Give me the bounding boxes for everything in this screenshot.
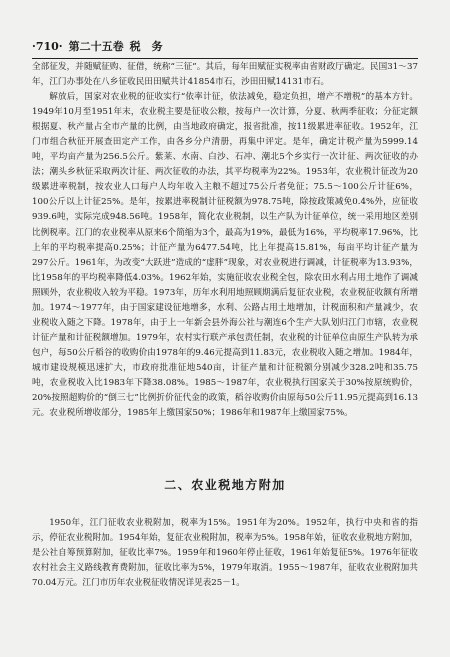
paragraph-1: 全部征发，并随赋征购、征借，统称“三征”。其后，每年田赋征实税率由省财政厅确定。民国31～37年，江门办事处在八乡征收民田田赋共计41854市石，沙田田赋14131市石。	[32, 62, 418, 88]
section-label: 税 务	[129, 40, 163, 53]
section-1-body	[32, 60, 418, 421]
section-2-body	[32, 516, 418, 591]
volume-label: 第二十五卷	[68, 40, 124, 53]
paragraph-3: 1950年，江门征收农业税附加，税率为15%。1951年为20%。1952年，执行中央和省的指示，停征农业税附加。1954年始，复征农业税附加，税率为5%。1958年始，征收农业税地方附加，是公社自筹预算附加，征收比率7%。1959年和1960年停止征收，1961年始复征5%。1976年征收农村社会主义路线教育费附加，征收比率为5%，1979年取消。1955～1987年，征收农业税附加共70.04万元。江门市历年农业税征收情况详见表25－1。	[32, 518, 418, 589]
paragraph-2: 解放后，国家对农业税的征收实行“依率计征，依法减免，稳定负担，增产不增税”的基本方针。1949年10月至1951年末，农业税主要是征收公粮，按每户一次计算，分夏、秋两季征收；分征定额根据夏、秋产量占全市产量的比例，由当地政府确定，报省批准，按11级累进率征收。1952年，江门市组合秋征开展查田定产工作，由各乡分户清册，再集中评定。是年，确定计税产量为5999.14吨，平均亩产量为256.5公斤。紫莱、水南、白沙、石冲、潮北5个乡实行一次计征、两次征收的办法；潮头乡秋征采取两次计征、两次征收的办法，其平均税率为22%。1953年，农业税计征改为20级累进率税制，按农业人口每户人均年收入主粮不超过75公斤者免征；75.5～100公斤计征6%，100公斤以上计征25%。是年，按累进率税制计征税额为978.75吨，除按政策减免0.4%外，应征收939.6吨，实际完成948.56吨。1958年，简化农业税制，以生产队为计征单位，统一采用地区差别比例税率。江门的农业税率从原来6个简缩为3个，最高为19%，最低为16%，平均税率17.96%，比上年的平均税率提高0.25%；计征产量为6477.54吨，比上年提高15.81%，每亩平均计征产量为297公斤。1961年，为改变“大跃进”造成的“虚胖”现象，对农业税进行调减，计征税率为13.93%，比1958年的平均税率降低4.03%。1962年始，实施征收农业税全包，除农田水利占用土地作了调减照顾外，农业税收入较为平稳。1973年，历年水利用地照顾期满后复征农业税，农业税征收额有所增加。1974～1977年，由于国家建设征地增多，水利、公路占用土地增加，计税面积和产量减少，农业税收入随之下降。1978年，由于上一年新会县外海公社与潮连6个生产大队划归江门市辖，农业税计征产量和计征税额增加。1979年，农村实行联产承包责任制，农业税的计征单位由原生产队转为承包户，每50公斤稻谷的收购价由1978年的9.46元提高到11.83元，农业税收入随之增加。1984年，城市建设规模迅速扩大，市政府批准征地540亩，计征产量和计征税额分别减少328.2吨和35.75吨，农业税收入比1983年下降38.08%。1985～1987年，农业税执行国家关于30%按原统购价，20%按照超购价的“倒三七”比例折价征代金的政策，稻谷收购价由原每50公斤11.95元提高到16.13元。农业税所增收部分，1985年上缴国家50%；1986年和1987年上缴国家75%。	[32, 92, 418, 419]
page-number: ·710·	[32, 40, 63, 53]
running-header	[32, 39, 418, 55]
section-2-title: 二、农业税地方附加	[164, 478, 286, 492]
header-rule	[32, 58, 418, 59]
